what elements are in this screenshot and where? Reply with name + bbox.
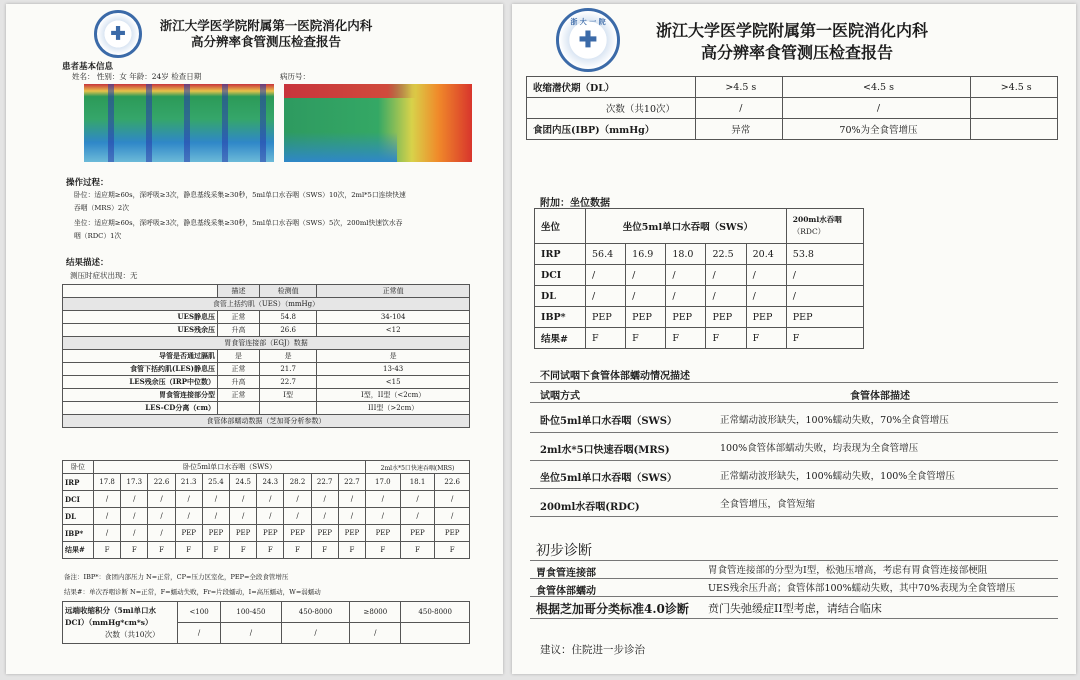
latency-table [526,76,1058,140]
dci-header: ≥8000 [350,602,401,623]
row-value: 53.8 [786,244,863,265]
row-value: F [94,542,121,559]
sitting-sws-header: 坐位5ml单口水吞咽（SWS） [586,209,787,244]
table-row [527,98,1058,119]
row-value: PEP [746,307,786,328]
row-label: IBP* [535,307,586,328]
row-label: IBP* [63,525,94,542]
row-value: / [121,491,148,508]
row-label: IRP [535,244,586,265]
dci-header: 100-450 [221,602,282,623]
row-value: PEP [338,525,365,542]
table-row [63,402,470,415]
row-value: / [706,286,746,307]
row-value: 22.6 [148,474,175,491]
row-value: F [435,542,470,559]
row-value: PEP [786,307,863,328]
table-row [63,350,470,363]
report-title: 高分辨率食管测压检查报告 [190,34,341,49]
row-normal: 是 [317,350,470,363]
row-value: F [666,328,706,349]
patient-info-heading: 患者基本信息 [62,62,114,72]
row-value: / [435,508,470,525]
table-row [527,77,1058,98]
row-value [259,402,316,415]
divider [530,402,1058,403]
row-value: / [121,508,148,525]
row-desc: 升高 [218,324,260,337]
divider [530,382,1058,383]
row-label: LES-CD分离（cm） [63,402,218,415]
row-value: PEP [666,307,706,328]
hospital-logo [94,10,142,58]
advice-text: 建议：住院进一步诊治 [540,644,645,656]
swallow-label: 2ml水*5口快速吞咽(MRS) [540,445,670,456]
row-desc: 升高 [218,376,260,389]
row-label: 收缩潜伏期（DL） [527,77,696,98]
table-row [63,389,470,402]
row-value: F [746,328,786,349]
row-desc: 正常 [218,389,260,402]
row-value: / [311,491,338,508]
diagnosis-desc: UES残余压升高；食管体部100%蠕动失败，其中70%表现为全食管增压 [708,583,1016,594]
row-value: PEP [175,525,202,542]
table-row [535,244,864,265]
table-row [63,474,470,491]
row-value: / [782,98,971,119]
row-value: 21.3 [175,474,202,491]
row-label: UES残余压 [63,324,218,337]
dci-label: 远端收缩积分（5ml单口水DCI）（mmHg*cm*s） [65,605,157,627]
row-normal: <15 [317,376,470,389]
row-value: / [202,491,229,508]
diagnosis-heading: 初步诊断 [536,543,592,559]
row-value: / [746,286,786,307]
row-value: PEP [257,525,284,542]
row-value: PEP [311,525,338,542]
row-value: F [311,542,338,559]
table-row [63,542,470,559]
row-value: 18.1 [400,474,435,491]
procedure-sitting-cont: 咽（RDC）1次 [74,232,122,240]
table-row [63,311,470,324]
row-value: F [706,328,746,349]
hrm-topography-image-1 [84,84,274,162]
row-normal: 13-43 [317,363,470,376]
procedure-supine: 卧位：适应期≥60s，深呼吸≥3次，静息基线采集≥30秒，5ml单口水吞咽（SWS）10次，2ml*5口连续快速 [74,191,406,199]
row-value: <4.5 s [782,77,971,98]
row-value: 18.0 [666,244,706,265]
mrs-header: 2ml水*5口快速吞咽(MRS) [366,461,470,474]
row-value: / [148,525,175,542]
divider [530,432,1058,433]
row-value: 20.4 [746,244,786,265]
row-value: F [284,542,311,559]
dci-header: <100 [178,602,221,623]
table-row [63,363,470,376]
row-value: / [230,508,257,525]
row-value: 17.0 [366,474,401,491]
row-value: 22.5 [706,244,746,265]
row-value: PEP [435,525,470,542]
row-normal: III型（>2cm） [317,402,470,415]
row-value: / [666,286,706,307]
table-row [63,324,470,337]
row-value: / [696,98,783,119]
table-row [63,508,470,525]
row-value: 17.8 [94,474,121,491]
row-value: I型 [259,389,316,402]
swallow-desc: 全食管增压，食管短缩 [720,499,816,510]
row-value: / [586,265,626,286]
row-value: / [786,265,863,286]
logo-seal-text: 浙 大 一 院 [570,17,606,26]
divider [530,618,1058,619]
divider [530,460,1058,461]
row-label: 次数（共10次） [527,98,696,119]
row-desc [218,402,260,415]
table-row [527,119,1058,140]
row-value: / [284,508,311,525]
desc-col-header: 食管体部描述 [850,391,910,402]
diagnosis-label: 食管体部蠕动 [536,586,596,597]
row-value: / [175,508,202,525]
row-normal: <12 [317,324,470,337]
row-value: / [230,491,257,508]
egj-section: 胃食管连接部（EGJ）数据 [63,337,470,350]
swallow-label: 坐位5ml单口水吞咽（SWS） [540,473,678,484]
table-row [63,525,470,542]
case-number-label: 病历号： [280,72,310,81]
row-label: UES静息压 [63,311,218,324]
row-value: 16.9 [626,244,666,265]
row-value: F [626,328,666,349]
row-value: / [366,491,401,508]
row-value: 28.2 [284,474,311,491]
row-value: / [338,491,365,508]
sws-header: 卧位5ml单口水吞咽（SWS） [94,461,366,474]
patient-line: 姓名： 性别：女 年龄：24岁 检查日期 [72,72,202,81]
row-value: PEP [202,525,229,542]
row-value: / [121,525,148,542]
row-value: / [626,286,666,307]
row-value: / [400,508,435,525]
note-2: 结果#：单次吞咽诊断 N=正常，F=蠕动失败，Fr=片段蠕动，I=高压蠕动，W=弱蠕动 [64,588,321,596]
results-heading: 结果描述： [66,258,109,268]
row-value: F [230,542,257,559]
report-page-right [512,4,1076,674]
table-row [535,328,864,349]
divider [530,488,1058,489]
row-value: F [148,542,175,559]
peristalsis-table [62,460,470,559]
diagnosis-desc: 贲门失弛缓症II型考虑，请结合临床 [708,602,882,615]
dci-count [401,623,470,644]
row-label: DL [63,508,94,525]
table-row [535,286,864,307]
dci-header: 450-8000 [281,602,350,623]
row-value: PEP [400,525,435,542]
table-row [535,265,864,286]
sitting-col-label: 坐位 [535,209,586,244]
row-value [971,119,1058,140]
row-value: 异常 [696,119,783,140]
position-label: 卧位 [63,461,94,474]
row-value: 21.7 [259,363,316,376]
dci-count-label: 次数（共10次） [105,629,160,639]
row-value: / [400,491,435,508]
swallow-desc: 正常蠕动波形缺失，100%蠕动失败，100%全食管增压 [720,471,955,482]
row-value: F [586,328,626,349]
row-value: PEP [706,307,746,328]
row-value: F [202,542,229,559]
diagnosis-label: 胃食管连接部 [536,568,596,579]
swallow-desc: 正常蠕动波形缺失，100%蠕动失败，70%全食管增压 [720,415,949,426]
row-value: / [94,525,121,542]
row-value: 70%为全食管增压 [782,119,971,140]
row-value: 26.6 [259,324,316,337]
row-value: / [148,508,175,525]
peristalsis-section: 食管体部蠕动数据（芝加哥分析参数） [63,415,470,428]
row-desc: 正常 [218,311,260,324]
dci-count: / [221,623,282,644]
row-label: LES残余压（IRP中位数） [63,376,218,389]
procedure-supine-cont: 吞咽（MRS）2次 [74,204,130,212]
col-normal: 正常值 [317,285,470,298]
procedure-heading: 操作过程： [66,178,109,188]
row-value: / [94,508,121,525]
row-value: 22.7 [259,376,316,389]
medical-cross-icon: ✚ [578,27,598,53]
row-value: F [121,542,148,559]
row-value: / [148,491,175,508]
row-label: 导管是否通过膈肌 [63,350,218,363]
hospital-name: 浙江大学医学院附属第一医院消化内科 [655,21,928,40]
table-row [63,376,470,389]
row-label: DCI [63,491,94,508]
diagnosis-label: 根据芝加哥分类标准4.0诊断 [536,602,689,616]
row-value: 54.8 [259,311,316,324]
row-value: 24.3 [257,474,284,491]
dci-count: / [178,623,221,644]
hrm-topography-image-2 [284,84,472,162]
row-value: / [706,265,746,286]
row-value: 25.4 [202,474,229,491]
table-row [535,307,864,328]
dci-table [62,601,470,644]
note-1: 备注：IBP*：食团内部压力 N=正常，CP=压力区室化，PEP=全段食管增压 [64,573,289,581]
row-value: 是 [259,350,316,363]
row-value: / [311,508,338,525]
hospital-logo [556,8,620,72]
row-value: >4.5 s [696,77,783,98]
report-title: 高分辨率食管测压检查报告 [700,43,893,62]
swallow-label: 200ml水吞咽(RDC) [540,502,640,513]
row-desc: 是 [218,350,260,363]
row-value: 22.7 [311,474,338,491]
swallow-label: 卧位5ml单口水吞咽（SWS） [540,416,678,427]
row-label: 食团内压(IBP)（mmHg） [527,119,696,140]
sitting-heading: 附加：坐位数据 [540,198,610,209]
row-label: IRP [63,474,94,491]
row-normal: 34-104 [317,311,470,324]
row-value: / [338,508,365,525]
row-desc: 正常 [218,363,260,376]
divider [530,560,1058,561]
sitting-rdc-header: 200ml水吞咽 （RDC） [786,209,863,244]
divider [530,516,1058,517]
row-value: PEP [230,525,257,542]
row-label: DCI [535,265,586,286]
row-value: / [366,508,401,525]
row-label: 结果# [535,328,586,349]
symptom-line: 测压时症状出现：无 [70,271,138,280]
col-measured: 检测值 [259,285,316,298]
row-value: / [257,508,284,525]
row-value: / [786,286,863,307]
row-value: / [284,491,311,508]
row-value: 22.7 [338,474,365,491]
row-value: / [257,491,284,508]
sitting-table [534,208,864,349]
row-normal: I型，II型（<2cm） [317,389,470,402]
row-value: / [202,508,229,525]
row-value: 24.5 [230,474,257,491]
row-value: F [338,542,365,559]
dci-count: / [350,623,401,644]
row-value: PEP [284,525,311,542]
row-value: 17.3 [121,474,148,491]
table-row [63,491,470,508]
row-value: F [175,542,202,559]
row-value: PEP [366,525,401,542]
medical-cross-icon: ✚ [110,23,126,45]
dci-header: 450-8000 [401,602,470,623]
hospital-name: 浙江大学医学院附属第一医院消化内科 [159,18,373,33]
row-value: F [366,542,401,559]
row-label: 结果# [63,542,94,559]
row-value: / [435,491,470,508]
row-value: F [257,542,284,559]
procedure-sitting: 坐位：适应期≥60s，深呼吸≥3次，静息基线采集≥30秒，5ml单口水吞咽（SWS）5次，200ml快速饮水吞 [74,219,403,227]
row-value: / [666,265,706,286]
row-value: / [626,265,666,286]
report-page-left [6,4,503,674]
divider [530,596,1058,597]
row-label: 食管下括约肌(LES)静息压 [63,363,218,376]
dci-count: / [281,623,350,644]
peristalsis-heading: 不同试咽下食管体部蠕动情况描述 [540,371,690,382]
swallow-desc: 100%食管体部蠕动失败，均表现为全食管增压 [720,443,919,454]
ues-section: 食管上括约肌（UES）（mmHg） [63,298,470,311]
row-value: PEP [626,307,666,328]
diagnosis-desc: 胃食管连接部的分型为I型，松弛压增高，考虑有胃食管连接部梗阻 [708,565,988,576]
divider [530,578,1058,579]
row-value: / [586,286,626,307]
row-value: PEP [586,307,626,328]
row-value: 56.4 [586,244,626,265]
col-desc: 描述 [218,285,260,298]
test-col-header: 试咽方式 [540,391,580,402]
row-value: F [400,542,435,559]
row-value: / [175,491,202,508]
measurement-table [62,284,470,428]
row-value: >4.5 s [971,77,1058,98]
row-value: / [94,491,121,508]
row-value [971,98,1058,119]
row-value: 22.6 [435,474,470,491]
row-value: F [786,328,863,349]
row-value: / [746,265,786,286]
row-label: DL [535,286,586,307]
row-label: 胃食管连接部分型 [63,389,218,402]
